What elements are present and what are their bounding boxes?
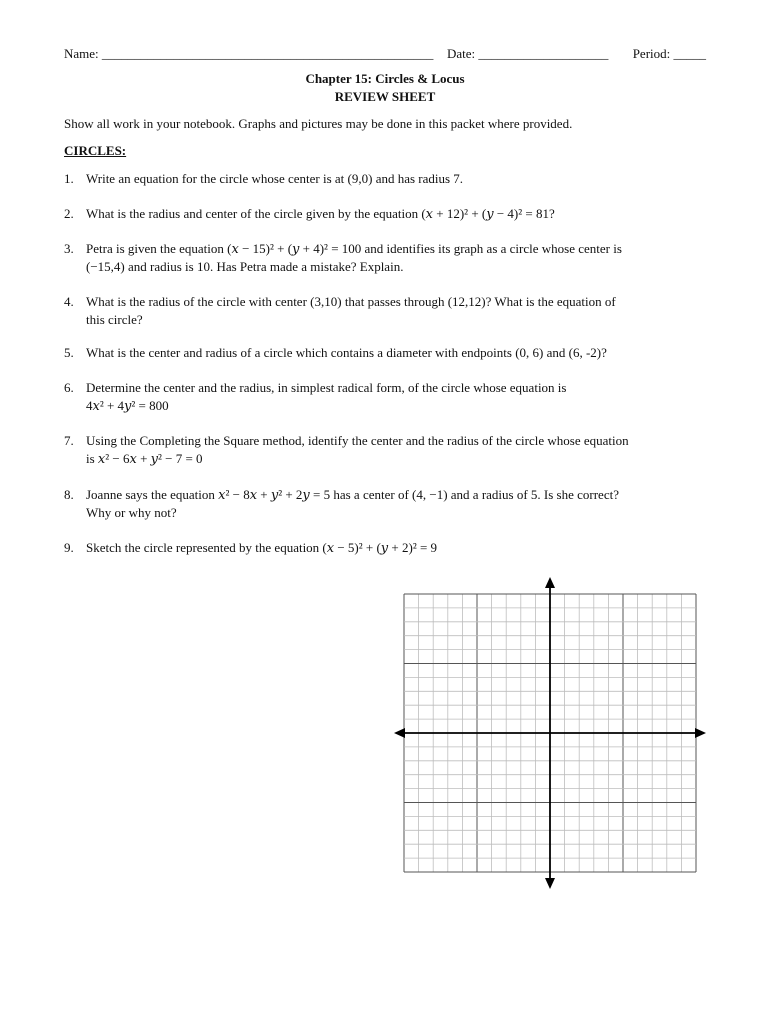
question-4 bbox=[64, 293, 710, 329]
page-title bbox=[0, 70, 770, 106]
question-text: is 𝑥² − 6𝑥 + 𝑦² − 7 = 0 bbox=[86, 451, 203, 466]
arrow-down-icon bbox=[545, 878, 555, 889]
question-text: this circle? bbox=[86, 312, 143, 327]
question-number: 4. bbox=[64, 294, 74, 309]
chapter-title: Chapter 15: Circles & Locus bbox=[305, 71, 465, 86]
question-number: 1. bbox=[64, 171, 74, 186]
question-number: 5. bbox=[64, 345, 74, 360]
coordinate-grid[interactable] bbox=[392, 576, 708, 890]
name-field[interactable]: Name: ___________________________________________________ bbox=[64, 46, 434, 61]
question-text: What is the radius of the circle with center (3,10) that passes through (12,12)? What is the equation of bbox=[86, 294, 616, 309]
question-text: Petra is given the equation (𝑥 − 15)² + (𝑦 + 4)² = 100 and identifies its graph as a circle whose center is bbox=[86, 241, 622, 256]
question-number: 7. bbox=[64, 433, 74, 448]
header-row bbox=[64, 46, 706, 64]
question-text: Using the Completing the Square method, identify the center and the radius of the circle whose equation bbox=[86, 433, 629, 448]
instructions: Show all work in your notebook. Graphs and pictures may be done in this packet where provided. bbox=[64, 116, 573, 131]
question-number: 9. bbox=[64, 540, 74, 555]
review-sheet-title: REVIEW SHEET bbox=[334, 89, 436, 104]
arrow-up-icon bbox=[545, 577, 555, 588]
question-text: What is the center and radius of a circle which contains a diameter with endpoints (0, 6) and (6, -2)? bbox=[86, 345, 607, 360]
question-7 bbox=[64, 432, 710, 468]
question-8 bbox=[64, 486, 710, 522]
arrow-left-icon bbox=[394, 728, 405, 738]
period-field[interactable]: Period: _____ bbox=[632, 46, 706, 61]
question-text: 4𝑥² + 4𝑦² = 800 bbox=[86, 398, 169, 413]
question-2 bbox=[64, 205, 710, 223]
question-9 bbox=[64, 539, 710, 557]
question-number: 6. bbox=[64, 380, 74, 395]
question-text: Why or why not? bbox=[86, 505, 177, 520]
section-heading: CIRCLES: bbox=[64, 143, 127, 158]
question-text: Determine the center and the radius, in simplest radical form, of the circle whose equation is bbox=[86, 380, 567, 395]
question-number: 2. bbox=[64, 206, 74, 221]
date-field[interactable]: Date: ____________________ bbox=[447, 46, 609, 61]
arrow-right-icon bbox=[695, 728, 706, 738]
question-text: Sketch the circle represented by the equation (𝑥 − 5)² + (𝑦 + 2)² = 9 bbox=[86, 540, 438, 555]
question-number: 8. bbox=[64, 487, 74, 502]
question-6 bbox=[64, 379, 710, 415]
question-1 bbox=[64, 170, 710, 188]
question-number: 3. bbox=[64, 241, 74, 256]
question-text: Write an equation for the circle whose center is at (9,0) and has radius 7. bbox=[86, 171, 464, 186]
question-text: (−15,4) and radius is 10. Has Petra made a mistake? Explain. bbox=[86, 259, 404, 274]
question-text: What is the radius and center of the circle given by the equation (𝑥 + 12)² + (𝑦 − 4)² = 81? bbox=[86, 206, 555, 221]
question-5 bbox=[64, 344, 710, 362]
question-text: Joanne says the equation 𝑥² − 8𝑥 + 𝑦² + 2𝑦 = 5 has a center of (4, −1) and a radius of 5. Is she correct? bbox=[86, 487, 619, 502]
question-3 bbox=[64, 240, 710, 276]
